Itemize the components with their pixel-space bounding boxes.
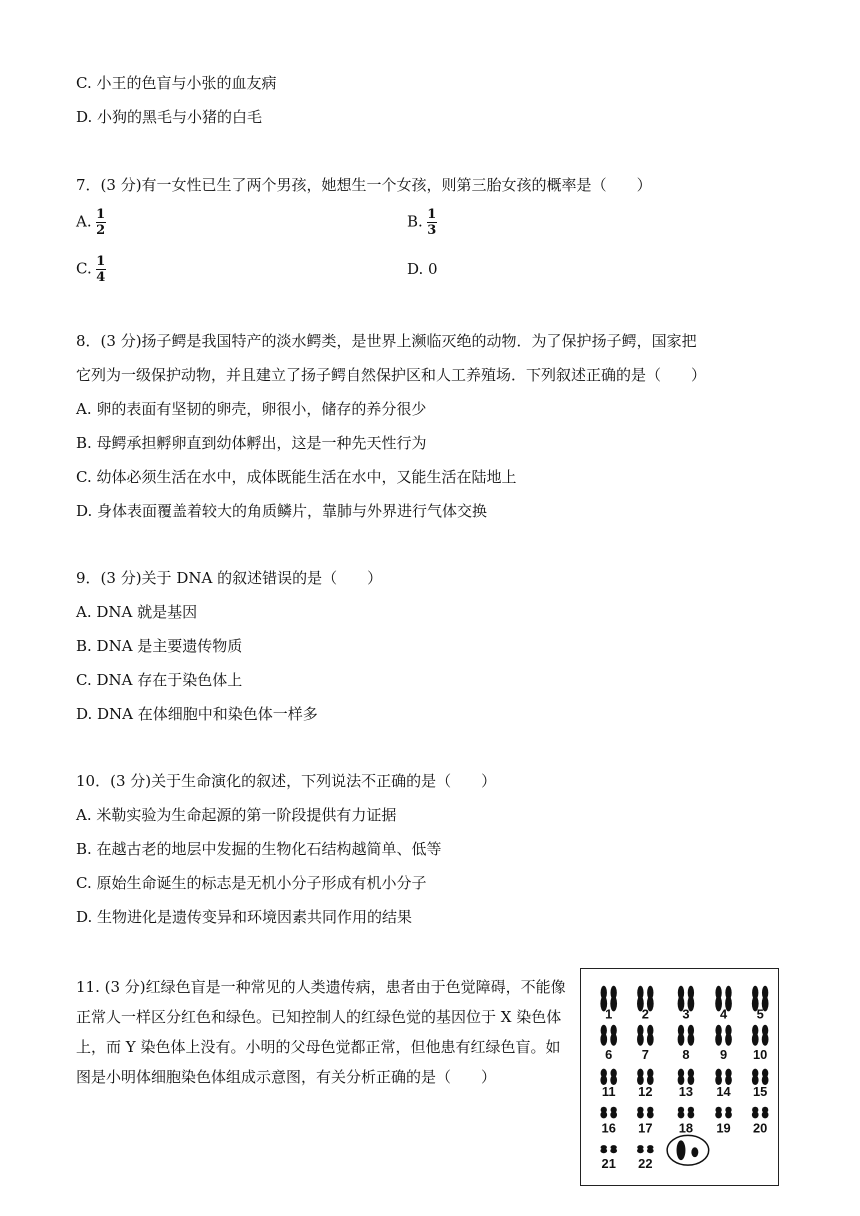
chromosome	[637, 1107, 644, 1119]
q8-option-d: D. 身体表面覆盖着较大的角质鳞片，靠肺与外界进行气体交换	[76, 502, 488, 520]
karyotype-figure	[580, 968, 779, 1186]
chromosome	[678, 1107, 685, 1119]
q8-option-b: B. 母鳄承担孵卵直到幼体孵出，这是一种先天性行为	[76, 434, 427, 452]
chromosome	[637, 1145, 644, 1153]
q10-stem: 10．(3 分)关于生命演化的叙述，下列说法不正确的是（ ）	[76, 772, 497, 790]
fraction-numerator: 1	[96, 207, 106, 222]
chromosome	[678, 1025, 685, 1046]
chromosome	[610, 1069, 617, 1085]
q9-stem: 9．(3 分)关于 DNA 的叙述错误的是（ ）	[76, 569, 383, 587]
chromosome	[715, 1025, 722, 1046]
chromosome	[688, 1069, 695, 1085]
chromosome	[637, 1069, 644, 1085]
chromosome-number-label: 14	[716, 1083, 731, 1099]
chromosome-number-label: 16	[601, 1120, 616, 1136]
q7-option-b-fraction	[427, 208, 437, 237]
q7-stem: 7．(3 分)有一女性已生了两个男孩，她想生一个女孩，则第三胎女孩的概率是（ ）	[76, 176, 652, 194]
chromosome	[600, 1145, 607, 1153]
q10-option-c: C. 原始生命诞生的标志是无机小分子形成有机小分子	[76, 874, 427, 892]
q11-stem: 11. (3 分)红绿色盲是一种常见的人类遗传病，患者由于色觉障碍，不能像正常人一样区分红色和绿色。已知控制人的红绿色觉的基因位于 X 染色体上，而 Y 染色体上没有。小明的父母色觉都正常，但他患有红绿色盲。如图是小明体细胞染色体组成示意图，有关分析正确的是（ ）	[76, 978, 566, 1086]
chromosome	[715, 1107, 722, 1119]
q6-option-d: D. 小狗的黑毛与小猪的白毛	[76, 108, 263, 126]
chromosome-number-label: 11	[601, 1083, 616, 1099]
chromosome	[647, 1025, 654, 1046]
chromosome	[715, 1069, 722, 1085]
chromosome	[637, 1025, 644, 1046]
chromosome	[600, 1069, 607, 1085]
chromosome-number-label: 18	[678, 1120, 694, 1136]
chromosome-number-label: 3	[682, 1006, 690, 1022]
x-chromosome	[677, 1140, 686, 1160]
q7-option-b	[407, 208, 437, 237]
q10-option-a: A. 米勒实验为生命起源的第一阶段提供有力证据	[76, 806, 397, 824]
chromosome-number-label: 4	[719, 1006, 728, 1022]
karyotype-diagram	[581, 969, 778, 1185]
q9-option-c: C. DNA 存在于染色体上	[76, 671, 243, 689]
chromosome-number-label: 6	[605, 1047, 613, 1063]
q7-option-c	[76, 255, 106, 284]
q8-option-a: A. 卵的表面有坚韧的卵壳，卵很小，储存的养分很少	[76, 400, 427, 418]
q8-stem-line1: 8．(3 分)扬子鳄是我国特产的淡水鳄类，是世界上濒临灭绝的动物．为了保护扬子鳄，国家把	[76, 332, 697, 350]
q10-option-b: B. 在越古老的地层中发掘的生物化石结构越简单、低等	[76, 840, 442, 858]
chromosome	[752, 1107, 759, 1119]
chromosome-number-label: 21	[601, 1156, 616, 1172]
chromosome	[725, 1025, 732, 1046]
q8-stem-line2: 它列为一级保护动物，并且建立了扬子鳄自然保护区和人工养殖场．下列叙述正确的是（ ）	[76, 366, 707, 384]
chromosome	[647, 1145, 654, 1153]
chromosome-number-label: 17	[638, 1120, 653, 1136]
chromosome-number-label: 13	[678, 1083, 694, 1099]
chromosome	[610, 1145, 617, 1153]
chromosome-number-label: 20	[753, 1120, 768, 1136]
chromosome	[752, 1025, 759, 1046]
chromosome-number-label: 2	[641, 1006, 649, 1022]
q6-option-c: C. 小王的色盲与小张的血友病	[76, 74, 277, 92]
y-chromosome	[691, 1147, 698, 1157]
sex-chromosome-circle	[667, 1135, 709, 1165]
q7-option-d: D. 0	[407, 260, 438, 278]
chromosome	[647, 1107, 654, 1119]
chromosome	[610, 1025, 617, 1046]
chromosome	[752, 1069, 759, 1085]
chromosome	[762, 1069, 769, 1085]
chromosome	[688, 1107, 695, 1119]
chromosome	[725, 1107, 732, 1119]
chromosome	[610, 1107, 617, 1119]
chromosome-number-label: 10	[753, 1047, 768, 1063]
chromosome-number-label: 9	[719, 1047, 728, 1063]
chromosome	[678, 1069, 685, 1085]
chromosome	[647, 1069, 654, 1085]
fraction-numerator: 1	[427, 207, 437, 222]
chromosome-number-label: 8	[682, 1047, 690, 1063]
q8-option-c: C. 幼体必须生活在水中，成体既能生活在水中，又能生活在陆地上	[76, 468, 517, 486]
q7-option-a-fraction	[96, 208, 106, 237]
chromosome-number-label: 5	[756, 1006, 764, 1022]
q9-option-b: B. DNA 是主要遗传物质	[76, 637, 243, 655]
chromosome	[688, 1025, 695, 1046]
chromosome-number-label: 22	[638, 1156, 653, 1172]
fraction-denominator: 2	[96, 223, 106, 239]
fraction-denominator: 3	[427, 223, 437, 239]
q7-option-c-fraction	[96, 255, 106, 284]
chromosome-number-label: 12	[638, 1083, 653, 1099]
q7-option-b-prefix: B.	[407, 212, 423, 231]
chromosome	[762, 1025, 769, 1046]
q9-option-a: A. DNA 就是基因	[76, 603, 198, 621]
chromosome-number-label: 1	[605, 1006, 613, 1022]
chromosome-number-label: 15	[753, 1083, 768, 1099]
fraction-numerator: 1	[96, 254, 106, 269]
chromosome-number-label: 7	[641, 1047, 649, 1063]
q10-option-d: D. 生物进化是遗传变异和环境因素共同作用的结果	[76, 908, 413, 926]
q9-option-d: D. DNA 在体细胞中和染色体一样多	[76, 705, 318, 723]
chromosome	[725, 1069, 732, 1085]
chromosome-number-label: 19	[716, 1120, 731, 1136]
chromosome	[600, 1107, 607, 1119]
chromosome	[762, 1107, 769, 1119]
q7-option-a	[76, 208, 106, 237]
chromosome	[600, 1025, 607, 1046]
fraction-denominator: 4	[96, 270, 106, 286]
q7-option-a-prefix: A.	[76, 212, 92, 231]
q7-option-c-prefix: C.	[76, 259, 92, 278]
